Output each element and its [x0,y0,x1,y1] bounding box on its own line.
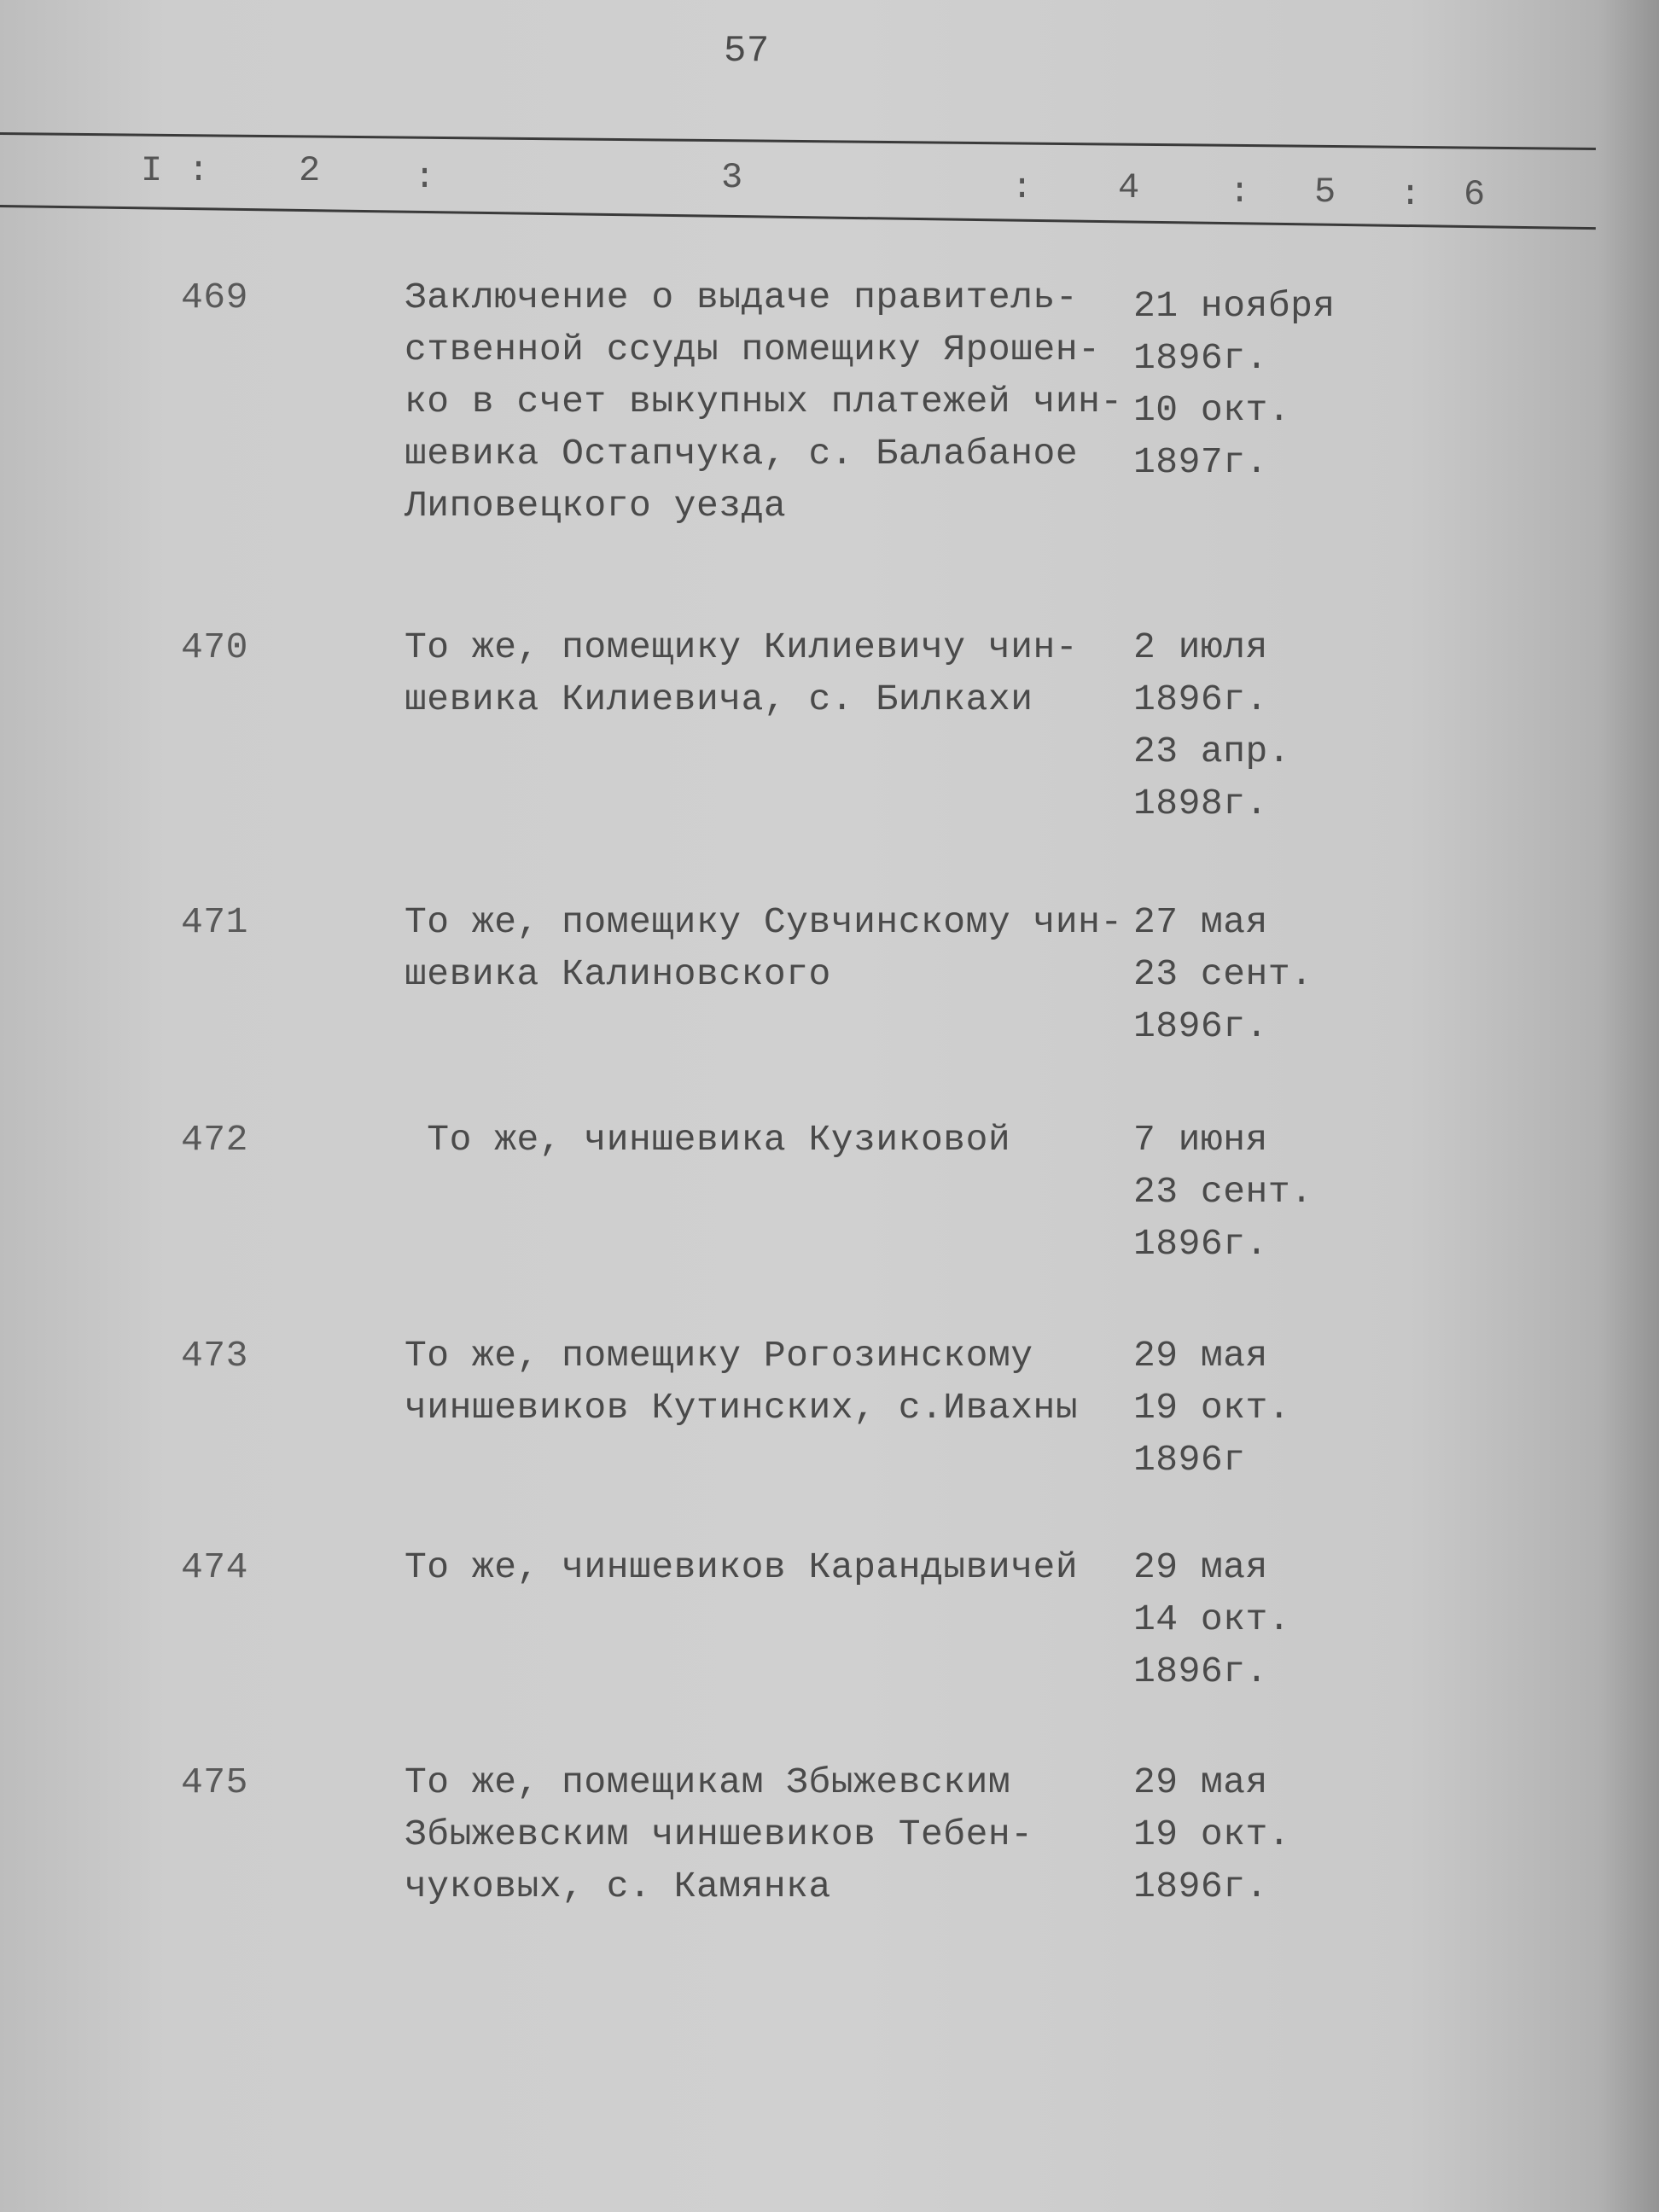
entry-date-line: 23 сент. [1133,953,1313,995]
entry-description-line: То же, помещикам Збыжевским [405,1761,1011,1803]
entry-description-line: ко в счет выкупных платежей чин- [405,381,1123,422]
entry-date-line: 29 мая [1133,1546,1268,1588]
entry-description-line: То же, чиншевиков Карандывичей [405,1546,1079,1588]
header-bottom-rule [0,205,1596,230]
entry-number: 475 [181,1761,248,1803]
entry-description-line: шевика Остапчука, с. Балабаное [405,433,1079,474]
entry-number: 472 [181,1119,248,1161]
entry-date-line: 2 июля [1133,626,1268,668]
entry-description-line: Збыжевским чиншевиков Тебен- [405,1813,1033,1855]
entry-date-line: 1897г. [1133,441,1268,483]
entry-date-line: 7 июня [1133,1119,1268,1161]
entry-description-line: шевика Килиевича, с. Билкахи [405,678,1033,720]
column-separator: : [1400,174,1422,215]
entry-date-line: 23 сент. [1133,1171,1313,1213]
entry-date-line: 29 мая [1133,1761,1268,1803]
column-header: I [141,150,163,191]
column-separator: : [1011,167,1033,208]
column-header: 5 [1314,172,1336,212]
entry-description-line: Липовецкого уезда [405,485,787,527]
column-header: 2 [299,150,321,191]
entry-description-line: Заключение о выдаче правитель- [405,276,1079,318]
entry-number: 474 [181,1546,248,1588]
entry-date-line: 1896г. [1133,1005,1268,1047]
column-separator: : [188,150,210,191]
column-header: 3 [721,157,743,198]
entry-description-line: ственной ссуды помещику Ярошен- [405,329,1101,370]
column-header: 4 [1118,167,1140,208]
page-number: 57 [724,30,770,73]
entry-date-line: 1898г. [1133,783,1268,824]
entry-description-line: шевика Калиновского [405,953,831,995]
entry-description-line: чиншевиков Кутинских, с.Ивахны [405,1387,1079,1429]
entry-date-line: 1896г. [1133,337,1268,379]
entry-description-line: То же, помещику Рогозинскому [405,1335,1033,1377]
entry-date-line: 21 ноября [1133,285,1336,327]
page-edge-shadow [1599,0,1659,2212]
column-separator: : [414,157,436,198]
entry-date-line: 29 мая [1133,1335,1268,1377]
entry-description-line: чуковых, с. Камянка [405,1866,831,1907]
entry-number: 469 [181,276,248,318]
column-header: 6 [1464,174,1486,215]
entry-date-line: 10 окт. [1133,389,1291,431]
header-top-rule [0,132,1596,150]
entry-date-line: 27 мая [1133,901,1268,943]
entry-date-line: 1896г. [1133,678,1268,720]
entry-date-line: 19 окт. [1133,1387,1291,1429]
entry-number: 473 [181,1335,248,1377]
entry-number: 471 [181,901,248,943]
entry-description-line: То же, чиншевика Кузиковой [405,1119,1011,1161]
entry-date-line: 19 окт. [1133,1813,1291,1855]
entry-date-line: 1896г. [1133,1866,1268,1907]
entry-description-line: То же, помещику Килиевичу чин- [405,626,1079,668]
column-separator: : [1229,172,1251,212]
entry-date-line: 1896г. [1133,1223,1268,1265]
entry-date-line: 1896г [1133,1439,1246,1481]
entry-description-line: То же, помещику Сувчинскому чин- [405,901,1123,943]
entry-date-line: 23 апр. [1133,731,1291,772]
entry-number: 470 [181,626,248,668]
entry-date-line: 14 окт. [1133,1598,1291,1640]
entry-date-line: 1896г. [1133,1650,1268,1692]
